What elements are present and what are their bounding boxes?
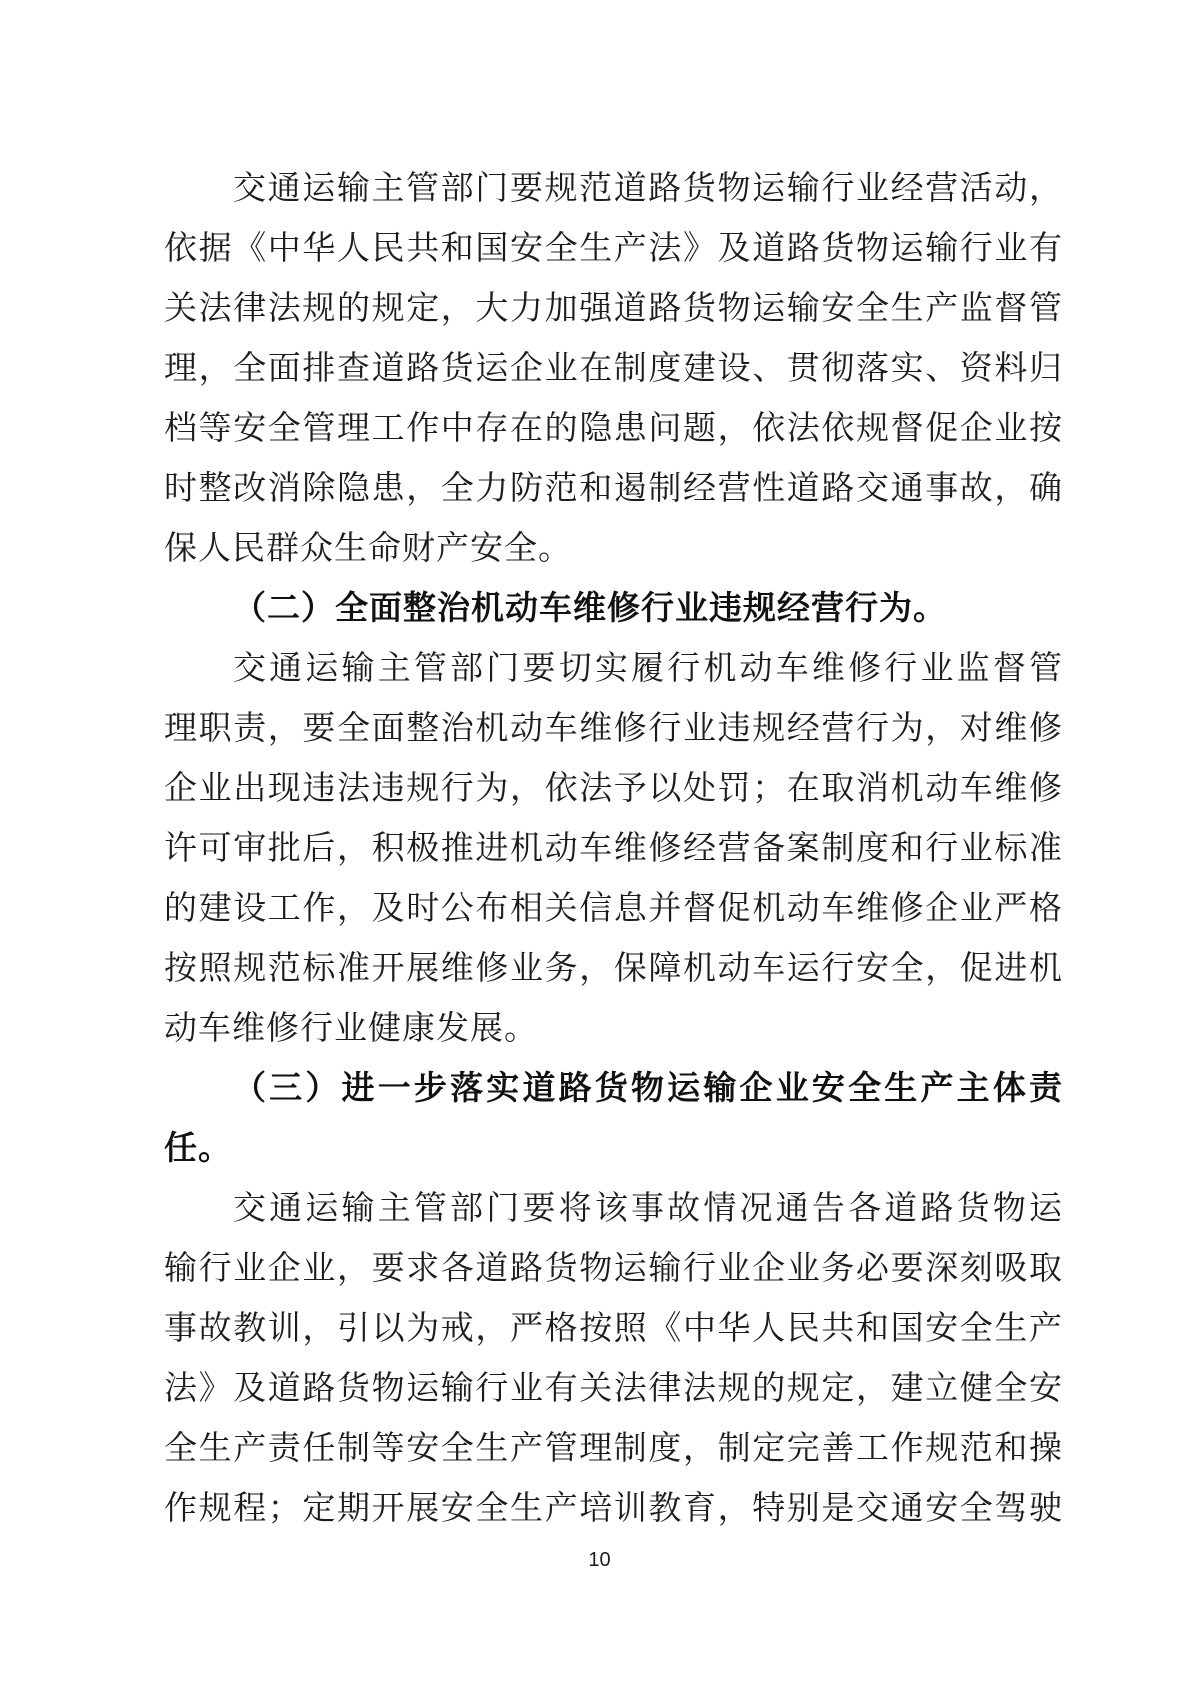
text-line: 输行业企业，要求各道路货物运输行业企业务必要深刻吸取 (164, 1251, 1063, 1287)
text-line: 动车维修行业健康发展。 (164, 1011, 538, 1047)
text-line: 企业出现违法违规行为，依法予以处罚；在取消机动车维修 (164, 771, 1063, 807)
text-line: 全生产责任制等安全生产管理制度，制定完善工作规范和操 (164, 1431, 1063, 1467)
section-heading-2 (164, 579, 1063, 639)
heading-line: （三）进一步落实道路货物运输企业安全生产主体责 (233, 1071, 1063, 1107)
page-number: 10 (588, 1549, 611, 1571)
text-line: 理，全面排查道路货运企业在制度建设、贯彻落实、资料归 (164, 351, 1063, 387)
text-line: 依据《中华人民共和国安全生产法》及道路货物运输行业有 (164, 231, 1063, 267)
paragraph-road-freight-supervision (164, 159, 1063, 579)
section-heading-3 (164, 1059, 1063, 1179)
text-line: 事故教训，引以为戒，严格按照《中华人民共和国安全生产 (164, 1311, 1063, 1347)
text-line: 交通运输主管部门要规范道路货物运输行业经营活动， (233, 171, 1063, 207)
text-line: 作规程；定期开展安全生产培训教育，特别是交通安全驾驶 (164, 1491, 1063, 1527)
text-line: 交通运输主管部门要将该事故情况通告各道路货物运 (233, 1191, 1063, 1227)
text-line: 许可审批后，积极推进机动车维修经营备案制度和行业标准 (164, 831, 1063, 867)
text-line: 保人民群众生命财产安全。 (164, 531, 572, 567)
heading-line: 任。 (164, 1131, 232, 1167)
text-line: 的建设工作，及时公布相关信息并督促机动车维修企业严格 (164, 891, 1063, 927)
text-line: 法》及道路货物运输行业有关法律法规的规定，建立健全安 (164, 1371, 1063, 1407)
paragraph-vehicle-repair-regulation (164, 639, 1063, 1059)
text-line: 理职责，要全面整治机动车维修行业违规经营行为，对维修 (164, 711, 1063, 747)
text-line: 档等安全管理工作中存在的隐患问题，依法依规督促企业按 (164, 411, 1063, 447)
text-line: 时整改消除隐患，全力防范和遏制经营性道路交通事故，确 (164, 471, 1063, 507)
paragraph-enterprise-responsibility (164, 1179, 1063, 1539)
heading-line: （二）全面整治机动车维修行业违规经营行为。 (233, 591, 947, 627)
document-body (164, 159, 1063, 1539)
text-line: 交通运输主管部门要切实履行机动车维修行业监督管 (233, 651, 1063, 687)
text-line: 按照规范标准开展维修业务，保障机动车运行安全，促进机 (164, 951, 1063, 987)
text-line: 关法律法规的规定，大力加强道路货物运输安全生产监督管 (164, 291, 1063, 327)
